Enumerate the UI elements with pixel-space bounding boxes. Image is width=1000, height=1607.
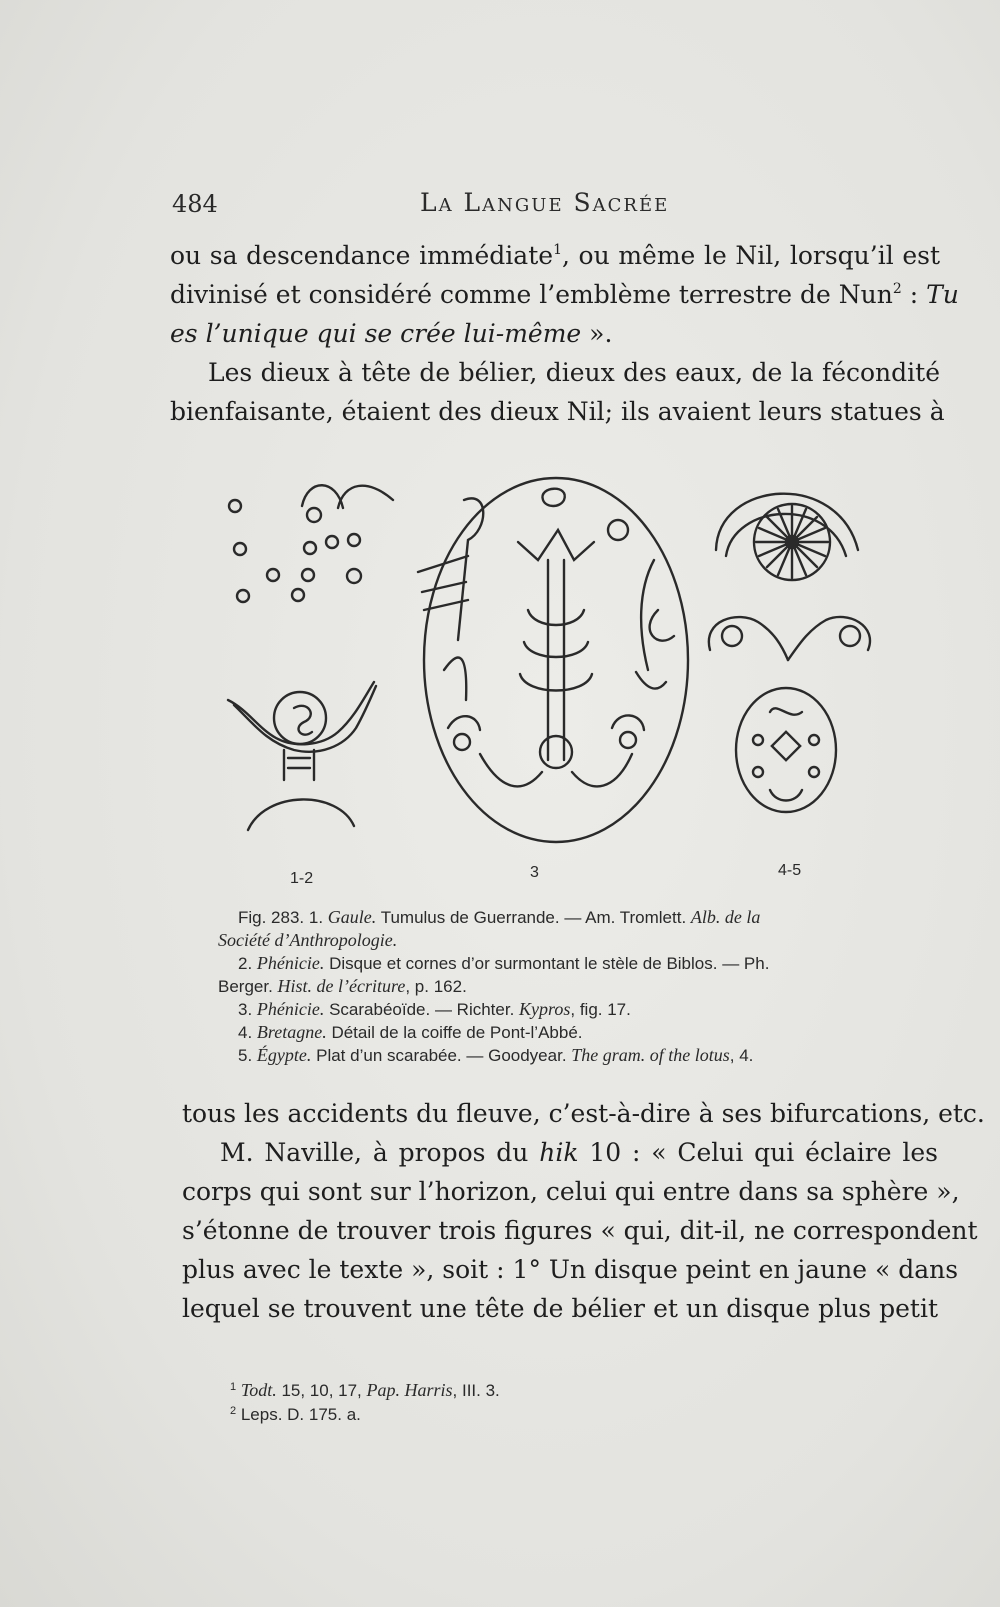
- coiffe-motif: [709, 494, 870, 660]
- figure-caption: [218, 906, 898, 1067]
- paragraph-4: [182, 1133, 978, 1328]
- scarab-plate-motif: [736, 688, 836, 812]
- paragraph-3-line-1: tous les accidents du fleuve, c’est-à-dire à ses bifurcations, etc.: [182, 1099, 985, 1128]
- paragraph-4-line-5: lequel se trouvent une tête de bélier et un disque plus petit: [182, 1294, 938, 1323]
- scarab-oval-motif: [418, 478, 688, 842]
- disc-and-horns-motif: [228, 682, 376, 830]
- page-number: 484: [172, 190, 218, 218]
- figure-label-1-2: 1-2: [290, 870, 314, 887]
- paragraph-1: [170, 236, 959, 353]
- running-header: [172, 186, 892, 226]
- footnote-1: $^1$ Todt. 15, 10, 17, Pap. Harris, III. 3.: [230, 1380, 500, 1400]
- paragraph-2-line-2: bienfaisante, étaient des dieux Nil; ils avaient leurs statues à: [170, 397, 945, 426]
- paragraph-1-line-2: divinisé et considéré comme l’emblème terrestre de Nun$^2$ : Tu: [170, 280, 959, 309]
- paragraph-2-line-1: Les dieux à tête de bélier, dieux des eaux, de la fécondité: [208, 358, 940, 387]
- caption-line-6: 4. Bretagne. Détail de la coiffe de Pont-l’Abbé.: [238, 1022, 583, 1042]
- paragraph-2: [170, 353, 945, 431]
- footnote-2: $^2$ Leps. D. 175. a.: [230, 1405, 361, 1424]
- paragraph-1-line-3: es l’unique qui se crée lui-même ».: [170, 319, 613, 348]
- paragraph-4-line-4: plus avec le texte », soit : 1° Un disque peint en jaune « dans: [182, 1255, 959, 1284]
- paragraph-3: [182, 1094, 985, 1133]
- figure-283: [218, 460, 898, 887]
- caption-line-7: 5. Égypte. Plat d’un scarabée. — Goodyear. The gram. of the lotus, 4.: [238, 1045, 754, 1065]
- caption-line-1: Fig. 283. 1. Gaule. Tumulus de Guerrande. — Am. Tromlett. Alb. de la: [238, 907, 761, 927]
- footnotes: [230, 1378, 830, 1427]
- footnote-ref-2[interactable]: 2: [892, 281, 902, 297]
- figure-label-4-5: 4-5: [778, 862, 802, 879]
- caption-line-2: Société d’Anthropologie.: [218, 930, 398, 950]
- caption-line-4: Berger. Hist. de l’écriture, p. 162.: [218, 976, 467, 996]
- figure-label-3: 3: [530, 864, 539, 881]
- circles-motif: [229, 485, 393, 602]
- caption-line-3: 2. Phénicie. Disque et cornes d’or surmontant le stèle de Biblos. — Ph.: [238, 953, 770, 973]
- footnote-ref-1[interactable]: 1: [553, 242, 562, 258]
- paragraph-4-line-1: M. Naville, à propos du hik 10 : « Celui qui éclaire les: [220, 1138, 938, 1167]
- paragraph-4-line-2: corps qui sont sur l’horizon, celui qui entre dans sa sphère »,: [182, 1177, 960, 1206]
- paragraph-4-line-3: s’étonne de trouver trois figures « qui, dit-il, ne correspondent: [182, 1216, 978, 1245]
- caption-line-5: 3. Phénicie. Scarabéoïde. — Richter. Kypros, fig. 17.: [238, 999, 631, 1019]
- figure-illustration: [218, 460, 898, 870]
- running-title: La Langue Sacrée: [420, 188, 670, 217]
- paragraph-1-line-1: ou sa descendance immédiate$^1$, ou même le Nil, lorsqu’il est: [170, 241, 940, 270]
